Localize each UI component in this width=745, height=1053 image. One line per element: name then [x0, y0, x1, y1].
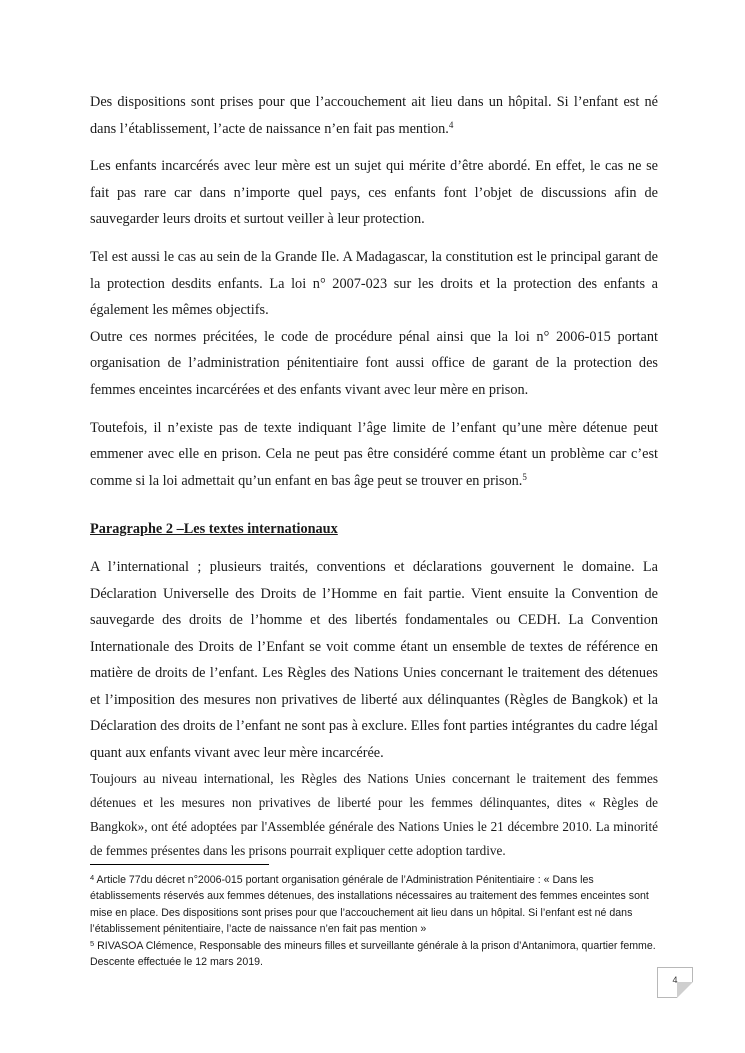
footnote-separator — [90, 864, 269, 865]
paragraph-3: Tel est aussi le cas au sein de la Grande Ile. A Madagascar, la constitution est le principal garant de la protection desdits enfants. La loi n° 2007-023 sur les droits et la protection des enfants a également les mêmes objectifs. — [90, 248, 658, 319]
paragraph-6: A l’international ; plusieurs traités, conventions et déclarations gouvernent le domaine. La Déclaration Universelle des Droits de l’Homme en fait partie. Vient ensuite la Convention de sauvegarde des droits de l’homme et des libertés fondamentales ou CEDH. La Convention Internationale des Droits de l’Enfant se voit comme étant un ensemble de textes de référence en matière de droits de l’enfant. Les Règles des Nations Unies concernant le traitement des détenues et l’imposition des mesures non privatives de liberté aux délinquantes (Règles de Bangkok) et la Déclaration des droits de l’enfant ne sont pas à exclure. Elles font parties intégrantes du cadre légal quant aux enfants vivant avec leur mère incarcérée. — [90, 558, 658, 762]
paragraph-5: Toutefois, il n’existe pas de texte indiquant l’âge limite de l’enfant qu’une mère détenue peut emmener avec elle en prison. Cela ne peut pas être considéré comme étant un problème car c’est comme si la loi admettait qu’un enfant en bas âge peut se trouver en prison.$^5$ — [90, 419, 658, 489]
footnote-ref-5[interactable]: 5 — [522, 471, 527, 482]
paragraph-2: Les enfants incarcérés avec leur mère est un sujet qui mérite d’être abordé. En effet, le cas ne se fait pas rare car dans n’importe quel pays, ces enfants font l’objet de discussions afin de sauvegarder leurs droits et surtout veiller à leur protection. — [90, 158, 658, 228]
footnote-ref-4[interactable]: 4 — [448, 119, 454, 130]
footnote-text: Article 77du décret n°2006-015 portant organisation générale de l’Administration Pénitentiaire : « Dans les établissements réservés aux femmes détenues, des installations nécessaires au traitement des femmes enceintes sont mise en place. Des dispositions sont prises pour que l’accouchement ait lieu dans un hôpital. Si l’enfant est né dans l’établissement pénitentiaire, l’acte de naissance n’en fait pas mention » — [90, 874, 649, 936]
page-number: 4 — [672, 975, 678, 985]
paragraph-7: Toujours au niveau international, les Règles des Nations Unies concernant le traitement des femmes détenues et les mesures non privatives de liberté pour les femmes délinquantes, dites « Règles de Bangkok», ont été adoptées par l'Assemblée générale des Nations Unies le 21 décembre 2010. La minorité de femmes présentes dans les prisons pourrait expliquer cette adoption tardive. — [90, 770, 658, 858]
footnote-5 — [90, 938, 658, 971]
footnotes — [90, 872, 658, 970]
footnote-text: RIVASOA Clémence, Responsable des mineurs filles et surveillante générale à la prison d’Antanimora, quartier femme. Descente effectuée le 12 mars 2019. — [90, 939, 656, 969]
section-heading: Paragraphe 2 –Les textes internationaux — [90, 521, 338, 538]
paragraph-4: Outre ces normes précitées, le code de procédure pénal ainsi que la loi n° 2006-015 portant organisation de l’administration pénitentiaire font aussi office de garant de la protection des femmes enceintes incarcérées et des enfants vivant avec leur mère en prison. — [90, 328, 658, 398]
page-number-box — [657, 967, 693, 998]
footnote-4 — [90, 872, 658, 938]
footnote-mark: 4 — [90, 873, 95, 882]
paragraph-1: Des dispositions sont prises pour que l’accouchement ait lieu dans un hôpital. Si l’enfant est né dans l’établissement, l’acte de naissance n’en fait pas mention.$^4$ — [90, 94, 658, 137]
body-text — [90, 89, 658, 863]
footnote-mark: 5 — [90, 938, 95, 948]
